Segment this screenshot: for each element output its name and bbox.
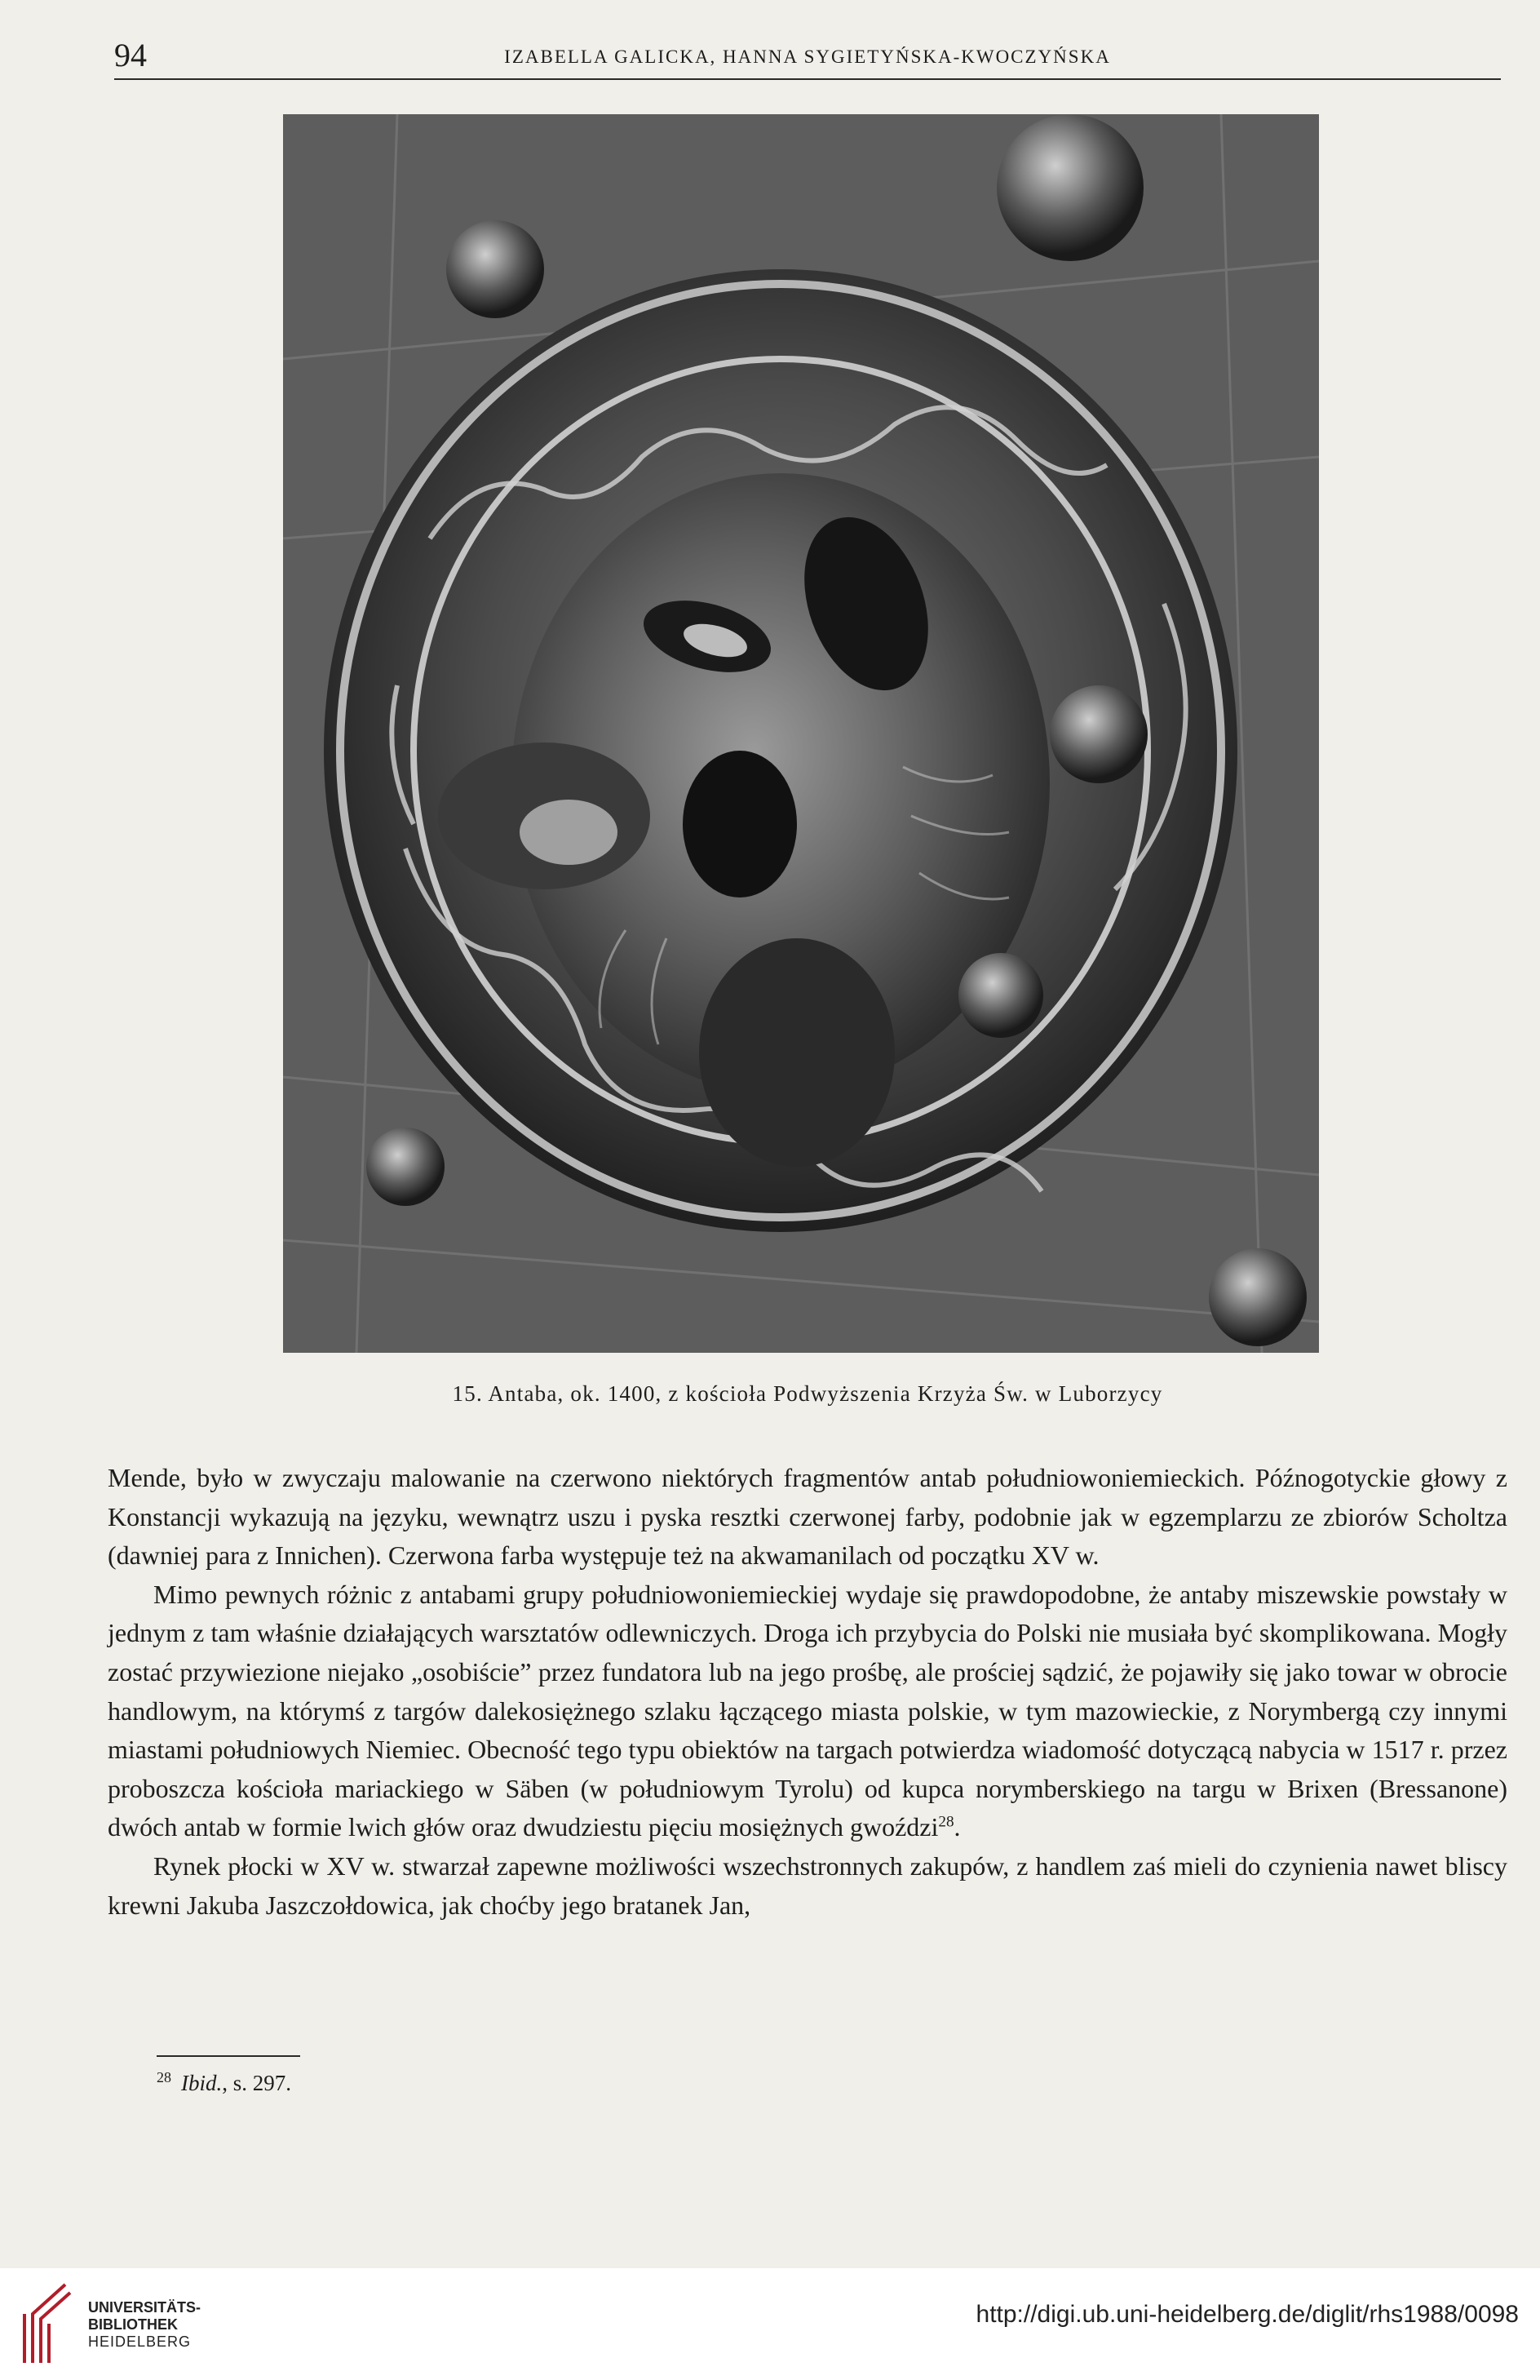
- library-name-line-2: BIBLIOTHEK: [88, 2316, 178, 2333]
- footnote-reference[interactable]: 28: [938, 1813, 954, 1831]
- header-rule: [114, 78, 1501, 80]
- page-header: [114, 36, 1501, 77]
- library-name: [88, 2299, 201, 2351]
- footnote-pages: , s. 297.: [222, 2071, 292, 2095]
- body-text: [108, 1459, 1507, 1925]
- footnote-28: [157, 2069, 291, 2096]
- paragraph-2-end: .: [954, 1812, 961, 1842]
- footnote-source: Ibid.: [181, 2071, 223, 2095]
- paragraph-3: Rynek płocki w XV w. stwarzał zapewne możliwości wszechstronnych zakupów, z handlem zaś mieli do czynienia nawet bliscy krewni Jakuba Jaszczołdowica, jak choćby jego bratanek Jan,: [108, 1850, 1507, 1920]
- paragraph-1: Mende, było w zwyczaju malowanie na czerwono niektórych fragmentów antab południowoniemieckich. Późnogotyckie głowy z Konstancji wykazują na języku, wewnątrz uszu i pyska resztki czerwonej farby, podobnie jak w egzemplarzu ze zbiorów Scholtza (dawniej para z Innichen). Czerwona farba występuje też na akwamanilach od początku XV w.: [108, 1463, 1507, 1571]
- document-url[interactable]: http://digi.ub.uni-heidelberg.de/diglit/rhs1988/0098: [976, 2301, 1519, 2328]
- library-name-line-1: UNIVERSITÄTS-: [88, 2299, 201, 2316]
- figure-photo-door-knocker: [283, 114, 1319, 1353]
- paragraph-2: [108, 1576, 1507, 1847]
- footnote-rule: [157, 2055, 300, 2057]
- page-number: 94: [114, 37, 147, 73]
- door-knocker-image: [283, 114, 1319, 1353]
- library-name-line-3: HEIDELBERG: [88, 2333, 192, 2350]
- running-head: IZABELLA GALICKA, HANNA SYGIETYŃSKA-KWOCZYŃSKA: [504, 47, 1111, 67]
- paragraph-2-text: Mimo pewnych różnic z antabami grupy południowoniemieckiej wydaje się prawdopodobne, że antaby miszewskie powstały w jednym z tam właśnie działających warsztatów odlewniczych. Droga ich przybycia do Polski nie musiała być skomplikowana. Mogły zostać przywiezione niejako „osobiście” przez fundatora lub na jego prośbę, ale prościej sądzić, że pojawiły się jako towar w obrocie handlowym, na którymś z targów dalekosiężnego szlaku łączącego miasta polskie, w tym mazowieckie, z Norymbergą czy innymi miastami południowych Niemiec. Obecność tego typu obiektów na targach potwierdza wiadomość dotyczącą nabycia w 1517 r. przez proboszcza kościoła mariackiego w Säben (w południowym Tyrolu) od kupca norymberskiego na targu w Brixen (Bressanone) dwóch antab w formie lwich głów oraz dwudziestu pięciu mosiężnych gwoździ: [108, 1579, 1507, 1842]
- library-logo-icon: [16, 2281, 73, 2366]
- figure-caption: 15. Antaba, ok. 1400, z kościoła Podwyższenia Krzyża Św. w Luborzycy: [452, 1381, 1163, 1406]
- footnote-number: 28: [157, 2069, 171, 2085]
